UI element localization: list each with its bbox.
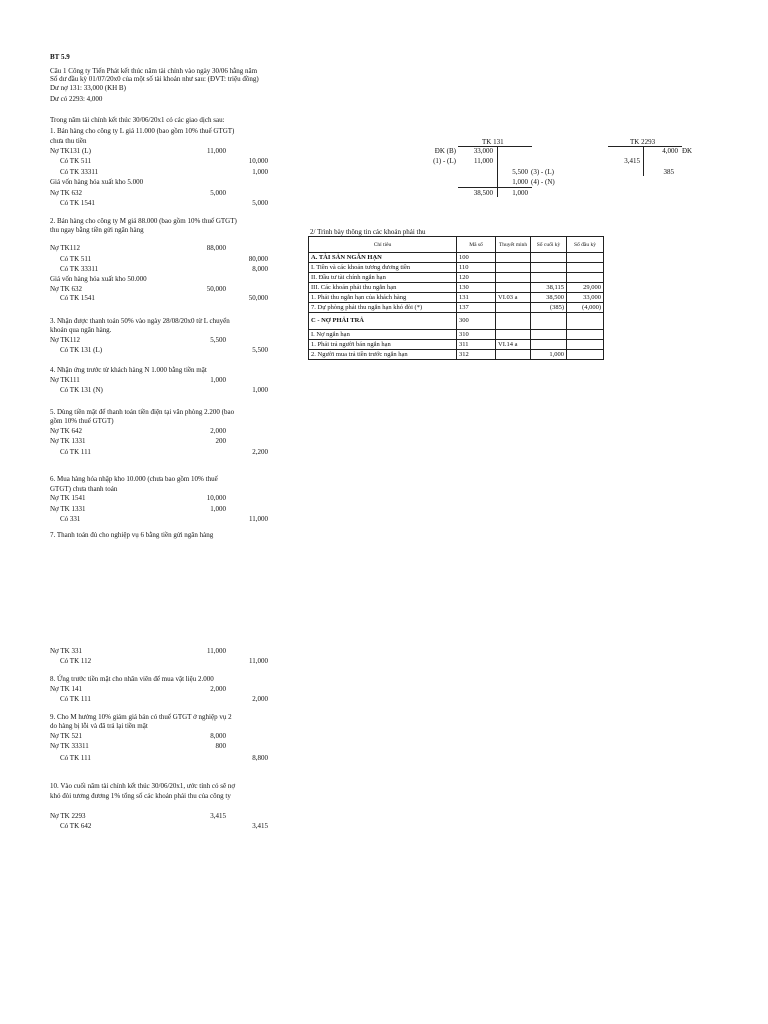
t-account-divider <box>497 146 498 197</box>
table-header-row <box>309 237 604 253</box>
receivables-table <box>308 236 604 360</box>
row-label: 1. Phải thu ngắn hạn của khách hàng <box>309 293 457 303</box>
journal-account: Nợ TK112 <box>50 244 80 252</box>
t-account-label: (3) - (L) <box>531 168 554 176</box>
row-label: I. Nợ ngắn hạn <box>309 330 457 340</box>
row-note <box>496 330 531 340</box>
journal-amount: 8,000 <box>210 732 226 740</box>
journal-amount: 10,000 <box>206 494 226 502</box>
journal-amount: 2,200 <box>252 448 268 456</box>
t-account-label: ĐK <box>682 147 693 155</box>
t-account-label: (4) - (N) <box>531 178 555 186</box>
journal-amount: 88,000 <box>206 244 226 252</box>
tx1-desc: chưa thu tiền <box>50 137 87 145</box>
table-row <box>309 303 604 313</box>
t-account-title: TK 131 <box>482 138 504 146</box>
row-start-value <box>567 313 604 330</box>
row-end-value <box>531 253 567 263</box>
t-account-divider <box>643 146 644 176</box>
table-row <box>309 293 604 303</box>
tx3-desc: 3. Nhận được thanh toán 50% vào ngày 28/08/20x0 từ L chuyển <box>50 317 230 325</box>
journal-account: Có TK 33311 <box>60 265 99 273</box>
journal-amount: 2,000 <box>210 685 226 693</box>
table-row <box>309 340 604 350</box>
t-account-title: TK 2293 <box>630 138 656 146</box>
tx10-desc: khó đòi tương đương 1% tổng số các khoản phải thu của công ty <box>50 792 231 800</box>
journal-amount: 11,000 <box>249 657 268 665</box>
t-account-total-debit: 38,500 <box>473 189 493 197</box>
t-account-label: (1) - (L) <box>433 157 456 165</box>
row-start-value <box>567 350 604 360</box>
row-end-value: 38,115 <box>531 283 567 293</box>
row-end-value <box>531 330 567 340</box>
row-code: 131 <box>457 293 496 303</box>
tx5-desc: gồm 10% thuế GTGT) <box>50 417 114 425</box>
row-note <box>496 263 531 273</box>
t-account-debit: 11,000 <box>474 157 493 165</box>
journal-amount: 50,000 <box>248 294 268 302</box>
t-account-debit: 33,000 <box>473 147 493 155</box>
row-label: A. TÀI SẢN NGẮN HẠN <box>309 253 457 263</box>
t-account-debit: 3,415 <box>624 157 640 165</box>
column-header: Chỉ tiêu <box>309 237 457 253</box>
section-title: 2/ Trình bày thông tin các khoản phải thu <box>310 228 426 236</box>
journal-amount: 1,000 <box>252 386 268 394</box>
journal-account: Nợ TK 632 <box>50 285 82 293</box>
cost-note: Giá vốn hàng hóa xuất kho 5.000 <box>50 178 144 186</box>
column-header: Mã số <box>457 237 496 253</box>
journal-account: Nợ TK 2293 <box>50 812 86 820</box>
cost-note: Giá vốn hàng hóa xuất kho 50.000 <box>50 275 147 283</box>
column-header: Thuyết minh <box>496 237 531 253</box>
row-start-value <box>567 330 604 340</box>
column-header: Số đầu kỳ <box>567 237 604 253</box>
row-start-value <box>567 263 604 273</box>
journal-amount: 5,000 <box>252 199 268 207</box>
journal-account: Nợ TK112 <box>50 336 80 344</box>
journal-account: Có TK 642 <box>60 822 92 830</box>
tx3-desc: khoản qua ngân hàng. <box>50 326 112 334</box>
row-note <box>496 283 531 293</box>
row-end-value <box>531 340 567 350</box>
t-account-credit: 4,000 <box>662 147 678 155</box>
row-start-value: 33,000 <box>567 293 604 303</box>
table-row <box>309 273 604 283</box>
tx4-desc: 4. Nhận ứng trước từ khách hàng N 1.000 bằng tiền mặt <box>50 366 207 374</box>
journal-account: Nợ TK 632 <box>50 189 82 197</box>
tx6-desc: GTGT) chưa thanh toán <box>50 485 118 493</box>
intro-line: Dư có 2293: 4,000 <box>50 95 103 103</box>
row-note: VI.14 a <box>496 340 531 350</box>
row-code: 312 <box>457 350 496 360</box>
journal-amount: 200 <box>215 437 226 445</box>
row-end-value: 1,000 <box>531 350 567 360</box>
journal-amount: 5,000 <box>210 189 226 197</box>
journal-amount: 80,000 <box>248 255 268 263</box>
row-end-value <box>531 313 567 330</box>
table-row <box>309 283 604 293</box>
journal-account: Nợ TK 141 <box>50 685 82 693</box>
journal-account: Nợ TK 642 <box>50 427 82 435</box>
intro-line: Dư nợ 131: 33,000 (KH B) <box>50 84 126 92</box>
row-label: C - NỢ PHẢI TRẢ <box>309 313 457 330</box>
row-end-value <box>531 273 567 283</box>
row-code: 300 <box>457 313 496 330</box>
journal-amount: 3,415 <box>210 812 226 820</box>
journal-amount: 8,000 <box>252 265 268 273</box>
row-label: 1. Phải trả người bán ngắn hạn <box>309 340 457 350</box>
journal-amount: 50,000 <box>206 285 226 293</box>
journal-account: Có TK 511 <box>60 157 92 165</box>
table-row <box>309 350 604 360</box>
row-code: 137 <box>457 303 496 313</box>
journal-amount: 8,800 <box>252 754 268 762</box>
t-account-credit: 1,000 <box>512 178 528 186</box>
row-label: I. Tiền và các khoản tương đương tiền <box>309 263 457 273</box>
journal-account: Có TK 112 <box>60 657 92 665</box>
t-account-total-line <box>458 187 532 188</box>
tx9-desc: do hàng bị lỗi và đã trả lại tiền mặt <box>50 722 148 730</box>
journal-amount: 11,000 <box>249 515 268 523</box>
row-start-value: 29,000 <box>567 283 604 293</box>
tx8-desc: 8. Ứng trước tiền mặt cho nhân viên để mua vật liệu 2.000 <box>50 675 214 683</box>
journal-amount: 2,000 <box>252 695 268 703</box>
journal-account: Có TK 111 <box>60 695 91 703</box>
tx6-desc: 6. Mua hàng hóa nhập kho 10.000 (chưa bao gồm 10% thuế <box>50 475 218 483</box>
table-row <box>309 313 604 330</box>
row-note <box>496 313 531 330</box>
t-account-credit: 385 <box>663 168 674 176</box>
journal-account: Có TK 511 <box>60 255 92 263</box>
journal-amount: 5,500 <box>252 346 268 354</box>
row-note <box>496 303 531 313</box>
journal-amount: 1,000 <box>210 505 226 513</box>
row-end-value: 38,500 <box>531 293 567 303</box>
intro-line: Câu 1 Công ty Tiến Phát kết thúc năm tài chính vào ngày 30/06 hằng năm <box>50 67 258 75</box>
row-note <box>496 350 531 360</box>
row-code: 311 <box>457 340 496 350</box>
tx10-desc: 10. Vào cuối năm tài chính kết thúc 30/06/20x1, ước tính có sẽ nợ <box>50 782 236 790</box>
journal-account: Có TK 111 <box>60 448 91 456</box>
journal-amount: 2,000 <box>210 427 226 435</box>
row-code: 100 <box>457 253 496 263</box>
table-row <box>309 253 604 263</box>
journal-amount: 5,500 <box>210 336 226 344</box>
tx9-desc: 9. Cho M hưởng 10% giảm giá bán có thuế GTGT ở nghiệp vụ 2 <box>50 713 232 721</box>
row-label: 2. Người mua trả tiền trước ngắn hạn <box>309 350 457 360</box>
journal-account: Nợ TK 331 <box>50 647 82 655</box>
tx1-desc: 1. Bán hàng cho công ty L giá 11.000 (bao gồm 10% thuế GTGT) <box>50 127 235 135</box>
row-end-value <box>531 263 567 273</box>
journal-amount: 11,000 <box>207 147 226 155</box>
journal-account: Có TK 131 (L) <box>60 346 103 354</box>
journal-account: Có 331 <box>60 515 81 523</box>
row-code: 120 <box>457 273 496 283</box>
t-account-credit: 5,500 <box>512 168 528 176</box>
row-code: 130 <box>457 283 496 293</box>
journal-amount: 800 <box>215 742 226 750</box>
journal-account: Có TK 111 <box>60 754 91 762</box>
table-row <box>309 330 604 340</box>
column-header: Số cuối kỳ <box>531 237 567 253</box>
journal-account: Nợ TK131 (L) <box>50 147 91 155</box>
tx2-desc: thu ngay bằng tiền gửi ngân hàng <box>50 226 144 234</box>
journal-amount: 1,000 <box>252 168 268 176</box>
journal-account: Nợ TK 1331 <box>50 437 86 445</box>
tx5-desc: 5. Dùng tiền mặt để thanh toán tiền điện tại văn phòng 2.200 (bao <box>50 408 235 416</box>
row-end-value: (385) <box>531 303 567 313</box>
journal-account: Nợ TK111 <box>50 376 80 384</box>
journal-account: Có TK 1541 <box>60 294 95 302</box>
row-start-value <box>567 253 604 263</box>
row-label: II. Đầu tư tài chính ngắn hạn <box>309 273 457 283</box>
row-note: VI.03 a <box>496 293 531 303</box>
row-note <box>496 253 531 263</box>
journal-amount: 10,000 <box>248 157 268 165</box>
t-account-label: ĐK (B) <box>434 147 456 155</box>
journal-account: Có TK 1541 <box>60 199 95 207</box>
exercise-title: BT 5.9 <box>50 53 70 61</box>
tx2-desc: 2. Bán hàng cho công ty M giá 88.000 (bao gồm 10% thuế GTGT) <box>50 217 237 225</box>
table-row <box>309 263 604 273</box>
row-code: 110 <box>457 263 496 273</box>
row-note <box>496 273 531 283</box>
journal-account: Nợ TK 1331 <box>50 505 86 513</box>
row-start-value: (4,000) <box>567 303 604 313</box>
journal-amount: 11,000 <box>207 647 226 655</box>
period-note: Trong năm tài chính kết thúc 30/06/20x1 có các giao dịch sau: <box>50 116 225 124</box>
journal-account: Nợ TK 521 <box>50 732 82 740</box>
journal-account: Nợ TK 1541 <box>50 494 86 502</box>
intro-line: Số dư đầu kỳ 01/07/20x0 của một số tài khoản như sau: (ĐVT: triệu đồng) <box>50 75 259 83</box>
journal-amount: 3,415 <box>252 822 268 830</box>
t-account-total-credit: 1,000 <box>512 189 528 197</box>
row-start-value <box>567 273 604 283</box>
row-code: 310 <box>457 330 496 340</box>
row-label: 7. Dự phòng phải thu ngắn hạn khó đòi (*) <box>309 303 457 313</box>
row-label: III. Các khoản phải thu ngắn hạn <box>309 283 457 293</box>
row-start-value <box>567 340 604 350</box>
tx7-desc: 7. Thanh toán đủ cho nghiệp vụ 6 bằng tiền gửi ngân hàng <box>50 531 214 539</box>
journal-amount: 1,000 <box>210 376 226 384</box>
journal-account: Có TK 131 (N) <box>60 386 103 394</box>
journal-account: Nợ TK 33311 <box>50 742 89 750</box>
journal-account: Có TK 33311 <box>60 168 99 176</box>
